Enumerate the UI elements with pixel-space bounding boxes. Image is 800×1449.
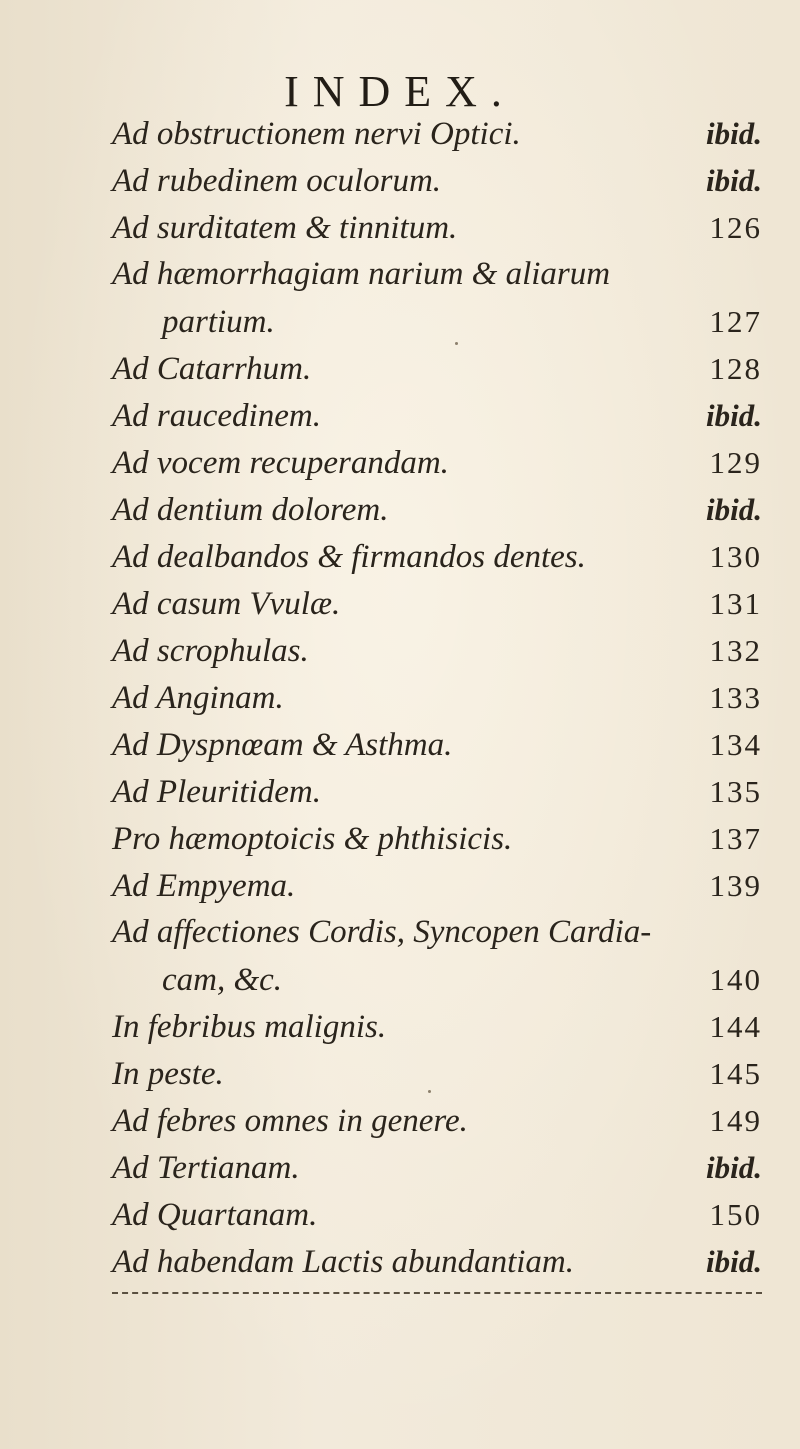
index-entry [112, 1144, 762, 1191]
entry-page-number: 137 [709, 821, 762, 856]
index-entry [112, 392, 762, 439]
entry-title: Ad Empyema. [112, 868, 296, 904]
entry-title: In peste. [112, 1056, 224, 1092]
index-entry [112, 486, 762, 533]
index-entry [112, 110, 762, 157]
index-entry [112, 674, 762, 721]
index-entry [112, 768, 762, 815]
entry-title: cam, &c. [162, 962, 283, 998]
index-entry [112, 815, 762, 862]
entry-title: Ad Tertianam. [112, 1150, 300, 1186]
entry-page-number: 127 [709, 304, 762, 339]
entry-page-number: 140 [709, 962, 762, 997]
entry-title: Ad hæmorrhagiam narium & aliarum [112, 256, 611, 292]
index-entry [112, 721, 762, 768]
entry-page-number: 134 [709, 727, 762, 762]
index-entry [112, 533, 762, 580]
entry-page-number: 129 [709, 445, 762, 480]
entry-title: Ad dentium dolorem. [112, 492, 389, 528]
entry-title: Ad affectiones Cordis, Syncopen Cardia- [112, 914, 652, 950]
index-entry [112, 1050, 762, 1097]
index-entry [112, 157, 762, 204]
entry-page-number: 132 [709, 633, 762, 668]
entry-title: Ad surditatem & tinnitum. [112, 210, 458, 246]
index-entry [112, 909, 762, 956]
entry-title: In febribus malignis. [112, 1009, 387, 1045]
entry-page-number: ibid. [706, 1150, 762, 1185]
entry-page-number: 144 [709, 1009, 762, 1044]
entry-page-number: 145 [709, 1056, 762, 1091]
entry-page-number: ibid. [706, 116, 762, 151]
paper-speck [455, 342, 458, 345]
entry-title: Ad habendam Lactis abundantiam. [112, 1244, 574, 1280]
entry-page-number: 135 [709, 774, 762, 809]
entry-page-number: 150 [709, 1197, 762, 1232]
catchword-rule [112, 1292, 762, 1294]
entry-title: Ad Anginam. [112, 680, 284, 716]
index-entry [112, 1191, 762, 1238]
entry-title: Ad Pleuritidem. [112, 774, 321, 810]
entry-page-number: 149 [709, 1103, 762, 1138]
entry-title: Ad Quartanam. [112, 1197, 318, 1233]
entry-title: Ad rubedinem oculorum. [112, 163, 442, 199]
entry-title: Ad raucedinem. [112, 398, 321, 434]
index-entries [112, 110, 762, 1285]
entry-title: Ad scrophulas. [112, 633, 309, 669]
entry-title: Pro hæmoptoicis & phthisicis. [112, 821, 513, 857]
entry-page-number: ibid. [706, 492, 762, 527]
index-entry [112, 1238, 762, 1285]
entry-page-number: 130 [709, 539, 762, 574]
entry-page-number: 126 [709, 210, 762, 245]
index-entry [112, 251, 762, 298]
index-entry [112, 1003, 762, 1050]
entry-page-number: 133 [709, 680, 762, 715]
entry-page-number: ibid. [706, 163, 762, 198]
index-entry [112, 627, 762, 674]
entry-page-number: ibid. [706, 398, 762, 433]
index-entry [112, 862, 762, 909]
entry-title: Ad vocem recuperandam. [112, 445, 449, 481]
index-entry [112, 204, 762, 251]
entry-page-number: 139 [709, 868, 762, 903]
entry-page-number: 131 [709, 586, 762, 621]
entry-title: Ad dealbandos & firmandos dentes. [112, 539, 586, 575]
entry-page-number: ibid. [706, 1244, 762, 1279]
entry-title: Ad casum Vvulæ. [112, 586, 341, 622]
entry-title: Ad Dyspnœam & Asthma. [112, 727, 453, 763]
entry-title: partium. [162, 304, 275, 340]
index-entry [112, 1097, 762, 1144]
entry-page-number: 128 [709, 351, 762, 386]
index-entry [112, 439, 762, 486]
entry-title: Ad obstructionem nervi Optici. [112, 116, 521, 152]
entry-title: Ad Catarrhum. [112, 351, 312, 387]
index-entry [112, 580, 762, 627]
paper-speck [428, 1090, 431, 1093]
index-heading: INDEX. [284, 67, 516, 116]
entry-title: Ad febres omnes in genere. [112, 1103, 468, 1139]
index-entry-continuation [112, 956, 762, 1003]
index-entry-continuation [112, 298, 762, 345]
index-entry [112, 345, 762, 392]
